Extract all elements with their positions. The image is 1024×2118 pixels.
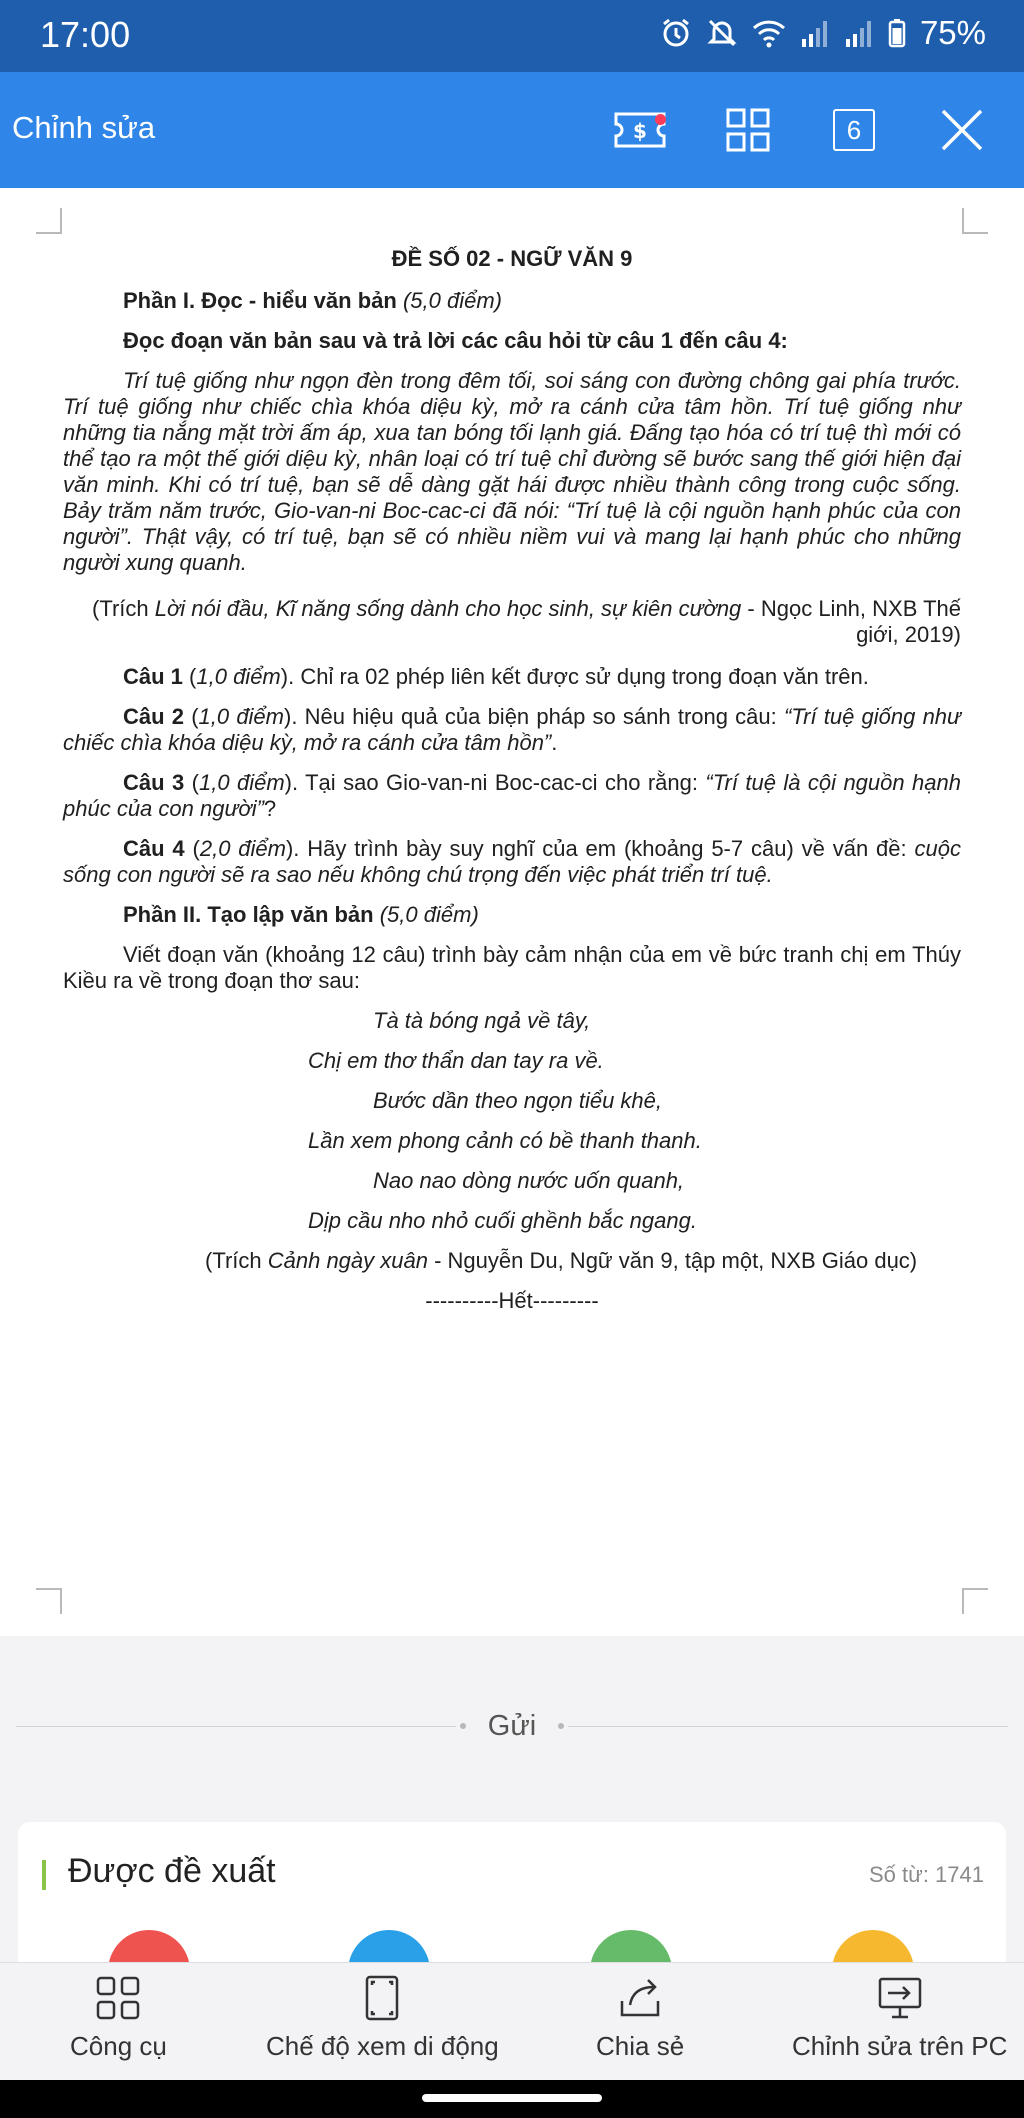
battery-icon [888, 18, 906, 48]
edit-title[interactable]: Chỉnh sửa [12, 110, 156, 145]
status-time: 17:00 [40, 14, 131, 55]
word-count: Số từ: 1741 [868, 1862, 984, 1887]
page-count-button[interactable] [824, 100, 884, 160]
nav-share[interactable] [596, 1975, 684, 2062]
document-content [63, 246, 961, 1328]
tools-icon [95, 1975, 141, 2021]
send-label[interactable]: Gửi [487, 1710, 537, 1742]
mobile-view-icon [359, 1975, 405, 2021]
nav-mobile-view[interactable] [266, 1975, 499, 2062]
system-nav-bar [0, 2080, 1024, 2118]
nav-mobile-view-label: Chế độ xem di động [266, 2031, 499, 2061]
grid-view-icon [725, 107, 771, 153]
signal-icon [800, 19, 830, 47]
nav-tools-label: Công cụ [70, 2031, 167, 2061]
poem-line-5: Nao nao dòng nước uốn quanh, [373, 1168, 685, 1193]
svg-text:$: $ [633, 119, 647, 143]
suggested-title: Được đề xuất [68, 1852, 276, 1890]
close-button[interactable] [932, 100, 992, 160]
end-marker: ----------Hết--------- [425, 1288, 599, 1313]
send-section [0, 1706, 1024, 1746]
document-heading: ĐỀ SỐ 02 - NGỮ VĂN 9 [391, 246, 633, 271]
notification-dot [655, 114, 666, 125]
poem-line-2: Chị em thơ thẩn dan tay ra về. [308, 1048, 604, 1073]
crop-mark-bottom-right [962, 1588, 988, 1614]
part2-title: Phần II. Tạo lập văn bản (5,0 điểm) [123, 902, 479, 927]
home-gesture-bar[interactable] [422, 2094, 602, 2102]
reward-button[interactable] [610, 100, 670, 160]
question-3: Câu 3 (1,0 điểm). Tại sao Gio-van-ni Boc-cac-ci cho rằng: “Trí tuệ là cội nguồn hạnh phúc của con người”? [63, 770, 961, 821]
share-icon [616, 1975, 664, 2021]
instruction: Đọc đoạn văn bản sau và trả lời các câu hỏi từ câu 1 đến câu 4: [123, 328, 788, 353]
close-icon [939, 107, 985, 153]
passage-source: (Trích Lời nói đầu, Kĩ năng sống dành cho học sinh, sự kiên cường - Ngọc Linh, NXB Thế giới, 2019) [92, 596, 961, 647]
signal-icon-2 [844, 19, 874, 47]
document-page[interactable] [0, 188, 1024, 1636]
crop-mark-top-left [36, 208, 62, 234]
edit-on-pc-icon [876, 1975, 924, 2021]
question-1: Câu 1 (1,0 điểm). Chỉ ra 02 phép liên kết được sử dụng trong đoạn văn trên. [123, 664, 869, 689]
app-toolbar [0, 72, 1024, 188]
part1-title: Phần I. Đọc - hiểu văn bản (5,0 điểm) [123, 288, 502, 313]
question-2: Câu 2 (1,0 điểm). Nêu hiệu quả của biện pháp so sánh trong câu: “Trí tuệ giống như chiếc chìa khóa diệu kỳ, mở ra cánh cửa tâm hồn”. [63, 704, 961, 755]
bottom-nav [0, 1962, 1024, 2080]
wifi-icon [752, 18, 786, 48]
page-count-icon: 6 [833, 109, 875, 151]
divider-right [568, 1726, 1008, 1727]
mute-icon [706, 17, 738, 49]
battery-percent: 75% [919, 14, 986, 51]
grid-view-button[interactable] [718, 100, 778, 160]
status-bar [0, 0, 1024, 72]
essay-prompt: Viết đoạn văn (khoảng 12 câu) trình bày cảm nhận của em về bức tranh chị em Thúy Kiều ra về trong đoạn thơ sau: [63, 942, 961, 993]
nav-tools[interactable] [70, 1975, 167, 2062]
divider-dot-right [558, 1723, 564, 1729]
nav-edit-on-pc[interactable] [792, 1975, 1007, 2062]
poem-line-3: Bước dần theo ngọn tiểu khê, [373, 1088, 662, 1113]
poem-line-6: Dịp cầu nho nhỏ cuối ghềnh bắc ngang. [308, 1208, 697, 1233]
poem-line-4: Lần xem phong cảnh có bề thanh thanh. [308, 1128, 702, 1153]
nav-edit-on-pc-label: Chỉnh sửa trên PC [792, 2031, 1008, 2061]
accent-bar [42, 1860, 46, 1890]
alarm-icon [660, 17, 692, 49]
nav-share-label: Chia sẻ [596, 2031, 685, 2061]
reading-passage: Trí tuệ giống như ngọn đèn trong đêm tối, soi sáng con đường chông gai phía trước. Trí tuệ giống như chiếc chìa khóa diệu kỳ, mở ra cánh cửa tâm hồn. Trí tuệ giống như những tia nắng mặt trời ấm áp, xua tan bóng tối lạnh giá. Đấng tạo hóa có trí tuệ thì mới có thể tạo ra một thế giới diệu kỳ, nhân loại có trí tuệ chỉ đường sẽ bước sang thế giới hiện đại văn minh. Khi có trí tuệ, bạn sẽ dễ dàng gặt hái được nhiều thành công trong cuộc sống. Bảy trăm năm trước, Gio-van-ni Boc-cac-ci đã nói: “Trí tuệ là cội nguồn hạnh phúc của con người”. Thật vậy, có trí tuệ, bạn sẽ có nhiều niềm vui và mang lại hạnh phúc cho những người xung quanh. [63, 368, 961, 575]
question-4: Câu 4 (2,0 điểm). Hãy trình bày suy nghĩ của em (khoảng 5-7 câu) về vấn đề: cuộc sống con người sẽ ra sao nếu không chú trọng đến việc phát triển trí tuệ. [63, 836, 961, 887]
status-icons [660, 14, 986, 52]
crop-mark-bottom-left [36, 1588, 62, 1614]
crop-mark-top-right [962, 208, 988, 234]
poem-line-1: Tà tà bóng ngả về tây, [373, 1008, 591, 1033]
poem-source: (Trích Cảnh ngày xuân - Nguyễn Du, Ngữ văn 9, tập một, NXB Giáo dục) [205, 1248, 918, 1273]
